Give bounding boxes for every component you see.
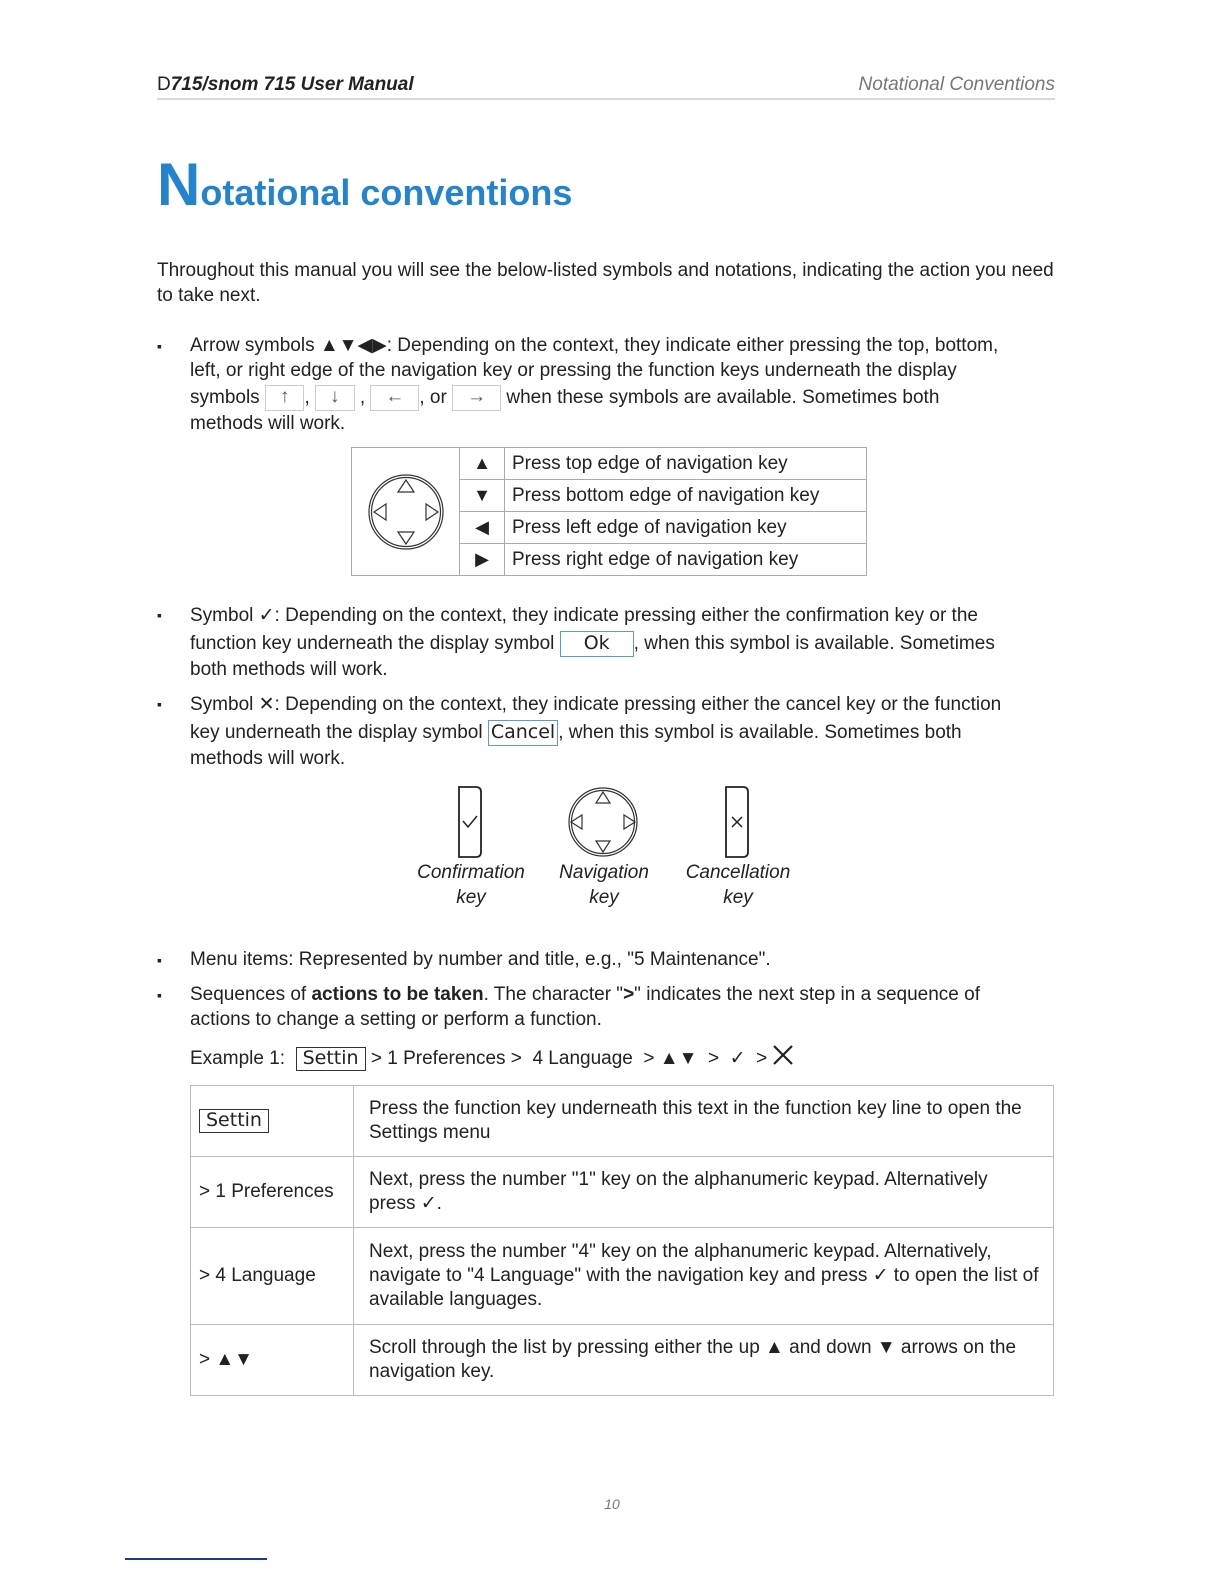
arrow-bullet-line2: left, or right edge of the navigation key or pressing the function keys underneath the display	[190, 360, 957, 381]
check-bullet-line2	[190, 629, 1070, 658]
page-number: 10	[604, 1496, 620, 1512]
caption-line2: key	[589, 887, 619, 908]
cancellation-key-icon	[724, 785, 750, 859]
cross-line2-pre: key underneath the display symbol	[190, 722, 483, 743]
check-bullet-line1: Symbol ✓: Depending on the context, they indicate pressing either the confirmation key or the	[190, 605, 978, 626]
seq-post: . The character "	[483, 984, 624, 1005]
caption-line1: Cancellation	[685, 862, 791, 883]
example-steps-table	[190, 1085, 1054, 1396]
sequences-bullet	[190, 982, 1070, 1032]
step-desc-cell: Next, press the number "4" key on the alphanumeric keypad. Alternatively, navigate to "4 Language" with the navigation key and press ✓ to open the list of available languages.	[354, 1228, 1054, 1325]
navigation-key-caption	[543, 860, 665, 910]
up-softkey-symbol: ↑	[265, 385, 305, 411]
symbols-word: symbols	[190, 387, 260, 409]
section-title: Notational Conventions	[858, 74, 1055, 95]
nav-desc: Press top edge of navigation key	[505, 448, 867, 480]
nav-desc: Press bottom edge of navigation key	[505, 480, 867, 512]
down-arrow-icon: ▼	[460, 480, 505, 512]
step-key-cell: > 1 Preferences	[191, 1157, 354, 1228]
arrow-bullet-line1: Arrow symbols ▲▼◀▶: Depending on the context, they indicate either pressing the top, bottom,	[190, 335, 999, 356]
step-desc-cell: Next, press the number "1" key on the alphanumeric keypad. Alternatively press ✓.	[354, 1157, 1054, 1228]
example-label: Example 1:	[190, 1048, 286, 1069]
nav-desc: Press right edge of navigation key	[505, 544, 867, 576]
cancellation-key-figure	[724, 785, 750, 859]
check-line2-post: , when this symbol is available. Sometimes	[633, 633, 995, 654]
seq-pre: Sequences of	[190, 984, 312, 1005]
navigation-key-icon	[366, 472, 446, 552]
cross-line2-post: , when this symbol is available. Sometimes both	[558, 722, 962, 743]
manual-title-rest: 715/snom 715 User Manual	[170, 74, 414, 95]
navigation-key-icon	[567, 786, 639, 858]
step-key-cell: > 4 Language	[191, 1228, 354, 1325]
table-row	[191, 1157, 1054, 1228]
confirmation-key-icon	[457, 785, 483, 859]
comma: ,	[359, 387, 366, 409]
confirmation-key-caption	[405, 860, 537, 910]
ok-softkey-symbol: Ok	[560, 631, 634, 657]
bullet-marker: ▪	[157, 696, 162, 712]
manual-title-prefix: D	[157, 74, 171, 95]
caption-line1: Confirmation	[417, 862, 525, 883]
check-bullet-line3: both methods will work.	[190, 659, 388, 680]
arrow-bullet-text	[190, 333, 1070, 436]
step-desc-cell: Scroll through the list by pressing either the up ▲ and down ▼ arrows on the navigation key.	[354, 1325, 1054, 1396]
sequences-line2: actions to change a setting or perform a function.	[190, 1009, 602, 1030]
cross-bullet-line2	[190, 718, 1070, 747]
table-row	[352, 448, 867, 480]
bullet-marker: ▪	[157, 338, 162, 354]
arrow-bullet-line3-tail: when these symbols are available. Sometimes both	[506, 387, 940, 409]
step-key-cell	[191, 1086, 354, 1157]
page-header	[157, 72, 1055, 100]
sequences-line1	[190, 982, 1070, 1007]
confirmation-key-figure	[457, 785, 483, 859]
table-row	[191, 1086, 1054, 1157]
or-word: , or	[419, 387, 447, 409]
caption-line1: Navigation	[559, 862, 649, 883]
right-softkey-symbol: →	[452, 385, 501, 411]
check-bullet-text	[190, 602, 1070, 682]
table-row	[191, 1228, 1054, 1325]
title-initial: N	[157, 151, 201, 218]
nav-desc: Press left edge of navigation key	[505, 512, 867, 544]
step-key-cell: > ▲▼	[191, 1325, 354, 1396]
down-softkey-symbol: ↓	[315, 385, 355, 411]
up-arrow-icon: ▲	[460, 448, 505, 480]
example-line	[190, 1044, 1070, 1071]
navigation-key-image-cell	[352, 448, 460, 576]
footnote-divider	[125, 1558, 267, 1560]
check-line2-pre: function key underneath the display symbol	[190, 633, 555, 654]
right-arrow-icon: ▶	[460, 544, 505, 576]
bullet-marker: ▪	[157, 987, 162, 1003]
cancellation-key-caption	[672, 860, 804, 910]
arrow-bullet-line4: methods will work.	[190, 413, 346, 434]
step-desc-cell: Press the function key underneath this text in the function key line to open the Settings menu	[354, 1086, 1054, 1157]
title-rest: otational conventions	[200, 172, 573, 213]
menu-items-bullet: Menu items: Represented by number and title, e.g., "5 Maintenance".	[190, 949, 771, 970]
caption-line2: key	[456, 887, 486, 908]
page-title	[157, 150, 572, 219]
settin-softkey-symbol: Settin	[199, 1109, 269, 1133]
cross-bullet-line1: Symbol ✕: Depending on the context, they indicate pressing either the cancel key or the function	[190, 694, 1002, 715]
left-arrow-icon: ◀	[460, 512, 505, 544]
table-row	[191, 1325, 1054, 1396]
cancel-softkey-symbol: Cancel	[488, 720, 558, 746]
manual-title	[157, 74, 414, 96]
settin-softkey-symbol: Settin	[296, 1047, 366, 1071]
comma: ,	[304, 387, 310, 409]
cross-icon	[772, 1044, 794, 1066]
navigation-key-table	[351, 447, 867, 576]
left-softkey-symbol: ←	[370, 385, 419, 411]
intro-paragraph: Throughout this manual you will see the below-listed symbols and notations, indicating the action you need to take next.	[157, 260, 1054, 306]
example-sequence: > 1 Preferences > 4 Language > ▲▼ > ✓ >	[365, 1048, 773, 1069]
seq-post2: " indicates the next step in a sequence of	[634, 984, 980, 1005]
caption-line2: key	[723, 887, 753, 908]
arrow-bullet-line3	[190, 385, 1070, 411]
seq-bold: actions to be taken	[311, 984, 484, 1005]
bullet-marker: ▪	[157, 607, 162, 623]
seq-gt: >	[623, 984, 635, 1005]
bullet-marker: ▪	[157, 952, 162, 968]
cross-bullet-line3: methods will work.	[190, 748, 346, 769]
navigation-key-figure	[567, 786, 639, 858]
cross-bullet-text	[190, 691, 1070, 771]
